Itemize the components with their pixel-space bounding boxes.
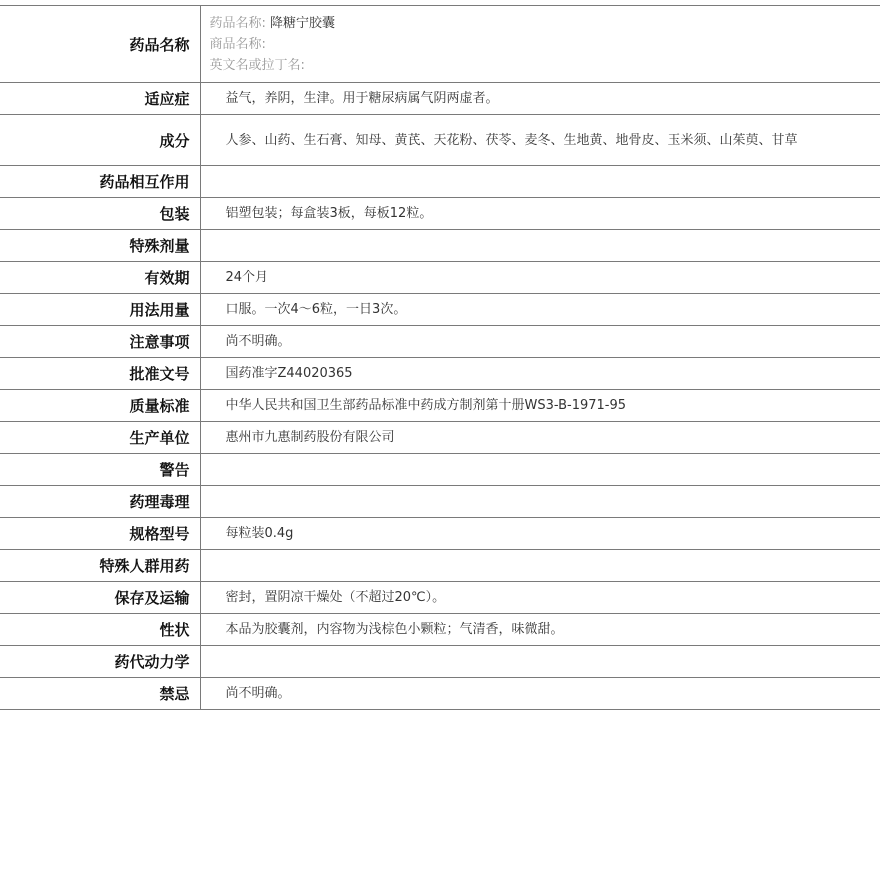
row-label: 药品相互作用 [0,166,200,198]
row-value [200,550,880,582]
row-label: 批准文号 [0,358,200,390]
table-row [0,198,880,230]
table-row [0,486,880,518]
row-label: 有效期 [0,262,200,294]
row-value: 尚不明确。 [200,326,880,358]
name-line-key: 英文名或拉丁名: [209,57,305,73]
table-row [0,454,880,486]
row-label: 警告 [0,454,200,486]
name-line [210,13,880,34]
table-row [0,614,880,646]
name-line-key: 商品名称: [209,36,266,52]
row-value [200,166,880,198]
row-label: 成分 [0,115,200,166]
table-row [0,518,880,550]
name-line-value: 降糖宁胶囊 [270,15,336,31]
row-label: 质量标准 [0,390,200,422]
row-label: 性状 [0,614,200,646]
row-label: 药代动力学 [0,646,200,678]
table-row [0,326,880,358]
row-label: 包装 [0,198,200,230]
table-row [0,83,880,115]
table-row [0,390,880,422]
table-row [0,115,880,166]
name-line-key: 药品名称: [209,15,266,31]
table-row [0,358,880,390]
row-value: 每粒装0.4g [200,518,880,550]
row-value [200,486,880,518]
table-row [0,262,880,294]
row-value: 24个月 [200,262,880,294]
row-label: 特殊剂量 [0,230,200,262]
row-label: 生产单位 [0,422,200,454]
table-row [0,294,880,326]
row-label: 注意事项 [0,326,200,358]
row-value: 本品为胶囊剂，内容物为浅棕色小颗粒；气清香，味微甜。 [200,614,880,646]
table-row [0,422,880,454]
name-line [210,55,880,76]
row-value: 益气，养阴，生津。用于糖尿病属气阴两虚者。 [200,83,880,115]
row-label: 保存及运输 [0,582,200,614]
table-row [0,230,880,262]
row-label: 药品名称 [0,6,200,83]
row-label: 药理毒理 [0,486,200,518]
row-value [200,454,880,486]
drug-name-block [201,13,880,76]
drug-name-cell [200,6,880,83]
table-row [0,646,880,678]
drug-info-table [0,5,880,710]
row-value: 国药准字Z44020365 [200,358,880,390]
row-label: 禁忌 [0,678,200,710]
table-row [0,550,880,582]
row-value: 密封，置阴凉干燥处（不超过20℃）。 [200,582,880,614]
row-label: 特殊人群用药 [0,550,200,582]
row-label: 规格型号 [0,518,200,550]
row-value [200,230,880,262]
row-value: 中华人民共和国卫生部药品标准中药成方制剂第十册WS3-B-1971-95 [200,390,880,422]
name-line [210,34,880,55]
row-value: 口服。一次4～6粒，一日3次。 [200,294,880,326]
row-value [200,646,880,678]
row-value: 铝塑包装；每盒装3板，每板12粒。 [200,198,880,230]
table-row [0,678,880,710]
table-row-drug-name [0,6,880,83]
row-label: 用法用量 [0,294,200,326]
row-value: 惠州市九惠制药股份有限公司 [200,422,880,454]
table-row [0,582,880,614]
row-value: 尚不明确。 [200,678,880,710]
row-value: 人参、山药、生石膏、知母、黄芪、天花粉、茯苓、麦冬、生地黄、地骨皮、玉米须、山茱萸、甘草 [200,115,880,166]
table-row [0,166,880,198]
info-rows [0,83,880,710]
row-label: 适应症 [0,83,200,115]
